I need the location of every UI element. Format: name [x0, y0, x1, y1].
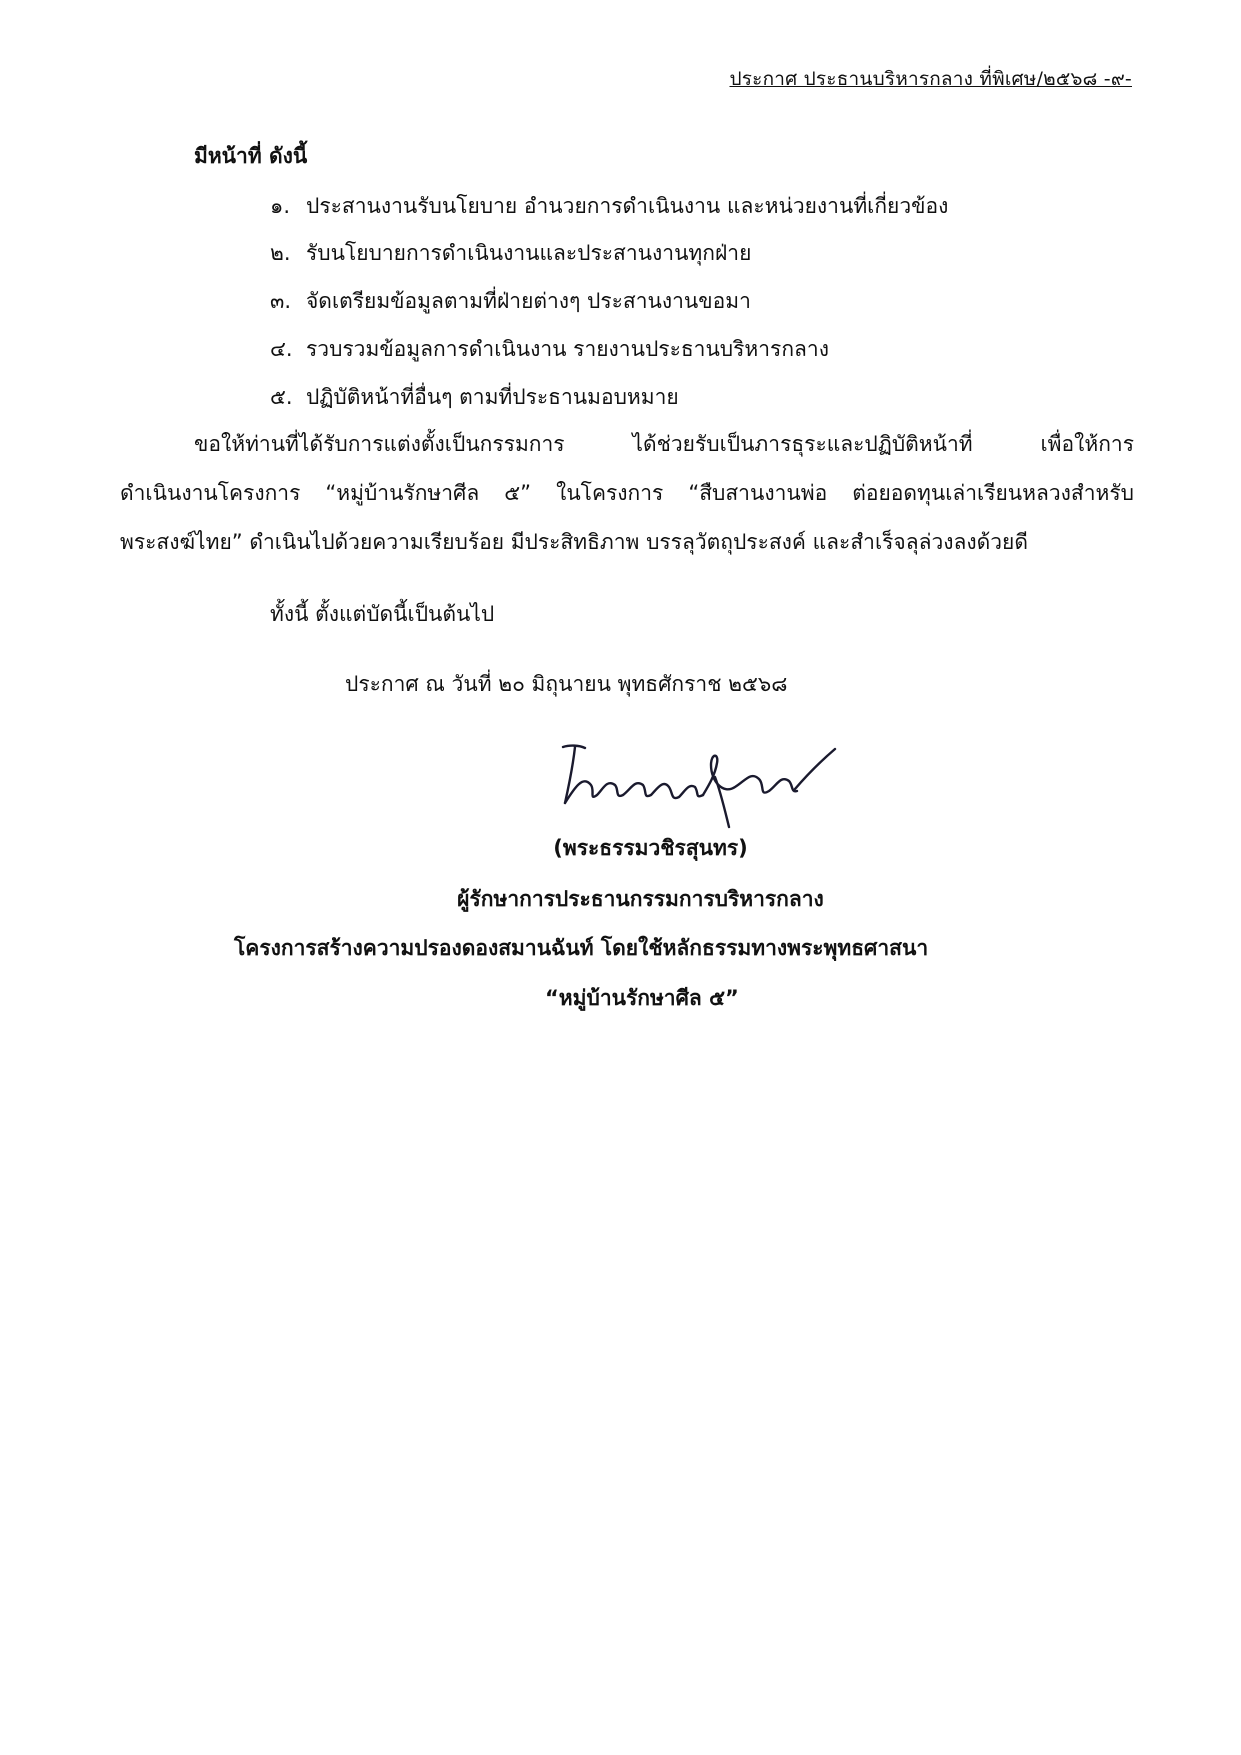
duty-item — [270, 381, 679, 414]
duty-number: ๒. — [270, 241, 291, 265]
signer-name: (พระธรรมวชิรสุนทร) — [553, 836, 748, 860]
duty-text: รับนโยบายการดำเนินงานและประสานงานทุกฝ่าย — [306, 241, 752, 265]
duty-item — [270, 333, 829, 366]
announcement-date: ประกาศ ณ วันที่ ๒๐ มิถุนายน พุทธศักราช ๒๕๖๘ — [345, 672, 788, 696]
body-paragraph-line: ดำเนินงานโครงการ “หมู่บ้านรักษาศีล ๕” ในโครงการ “สืบสานงานพ่อ ต่อยอดทุนเล่าเรียนหลวงสำหรับ — [120, 481, 1134, 505]
effective-statement: ทั้งนี้ ตั้งแต่บัดนี้เป็นต้นไป — [270, 602, 495, 626]
duty-number: ๑. — [270, 194, 291, 218]
duty-item — [270, 285, 751, 318]
announcement-reference: ประกาศ ประธานบริหารกลาง ที่พิเศษ/๒๕๖๘ -๙- — [729, 68, 1132, 90]
duty-item — [270, 190, 948, 223]
duty-number: ๔. — [270, 337, 293, 361]
duty-number: ๓. — [270, 289, 292, 313]
body-paragraph-line: พระสงฆ์ไทย” ดำเนินไปด้วยความเรียบร้อย มีประสิทธิภาพ บรรลุวัตถุประสงค์ และสำเร็จลุล่วงลงด้วยดี — [120, 530, 1028, 554]
duty-text: ปฏิบัติหน้าที่อื่นๆ ตามที่ประธานมอบหมาย — [306, 385, 679, 409]
signer-position: ผู้รักษาการประธานกรรมการบริหารกลาง — [457, 887, 824, 911]
project-description: โครงการสร้างความปรองดองสมานฉันท์ โดยใช้หลักธรรมทางพระพุทธศาสนา — [234, 936, 929, 960]
duty-number: ๕. — [270, 385, 293, 409]
body-paragraph-line: ขอให้ท่านที่ได้รับการแต่งตั้งเป็นกรรมการ ได้ช่วยรับเป็นภารธุระและปฏิบัติหน้าที่ เพื่อให้การ — [194, 432, 1134, 456]
duties-heading: มีหน้าที่ ดังนี้ — [194, 144, 308, 168]
handwritten-signature — [545, 735, 845, 830]
duty-text: จัดเตรียมข้อมูลตามที่ฝ่ายต่างๆ ประสานงานขอมา — [306, 289, 751, 313]
duty-text: ประสานงานรับนโยบาย อำนวยการดำเนินงาน และหน่วยงานที่เกี่ยวข้อง — [306, 194, 949, 218]
duty-item — [270, 237, 751, 270]
project-name: “หมู่บ้านรักษาศีล ๕” — [545, 986, 739, 1010]
duty-text: รวบรวมข้อมูลการดำเนินงาน รายงานประธานบริหารกลาง — [306, 337, 829, 361]
